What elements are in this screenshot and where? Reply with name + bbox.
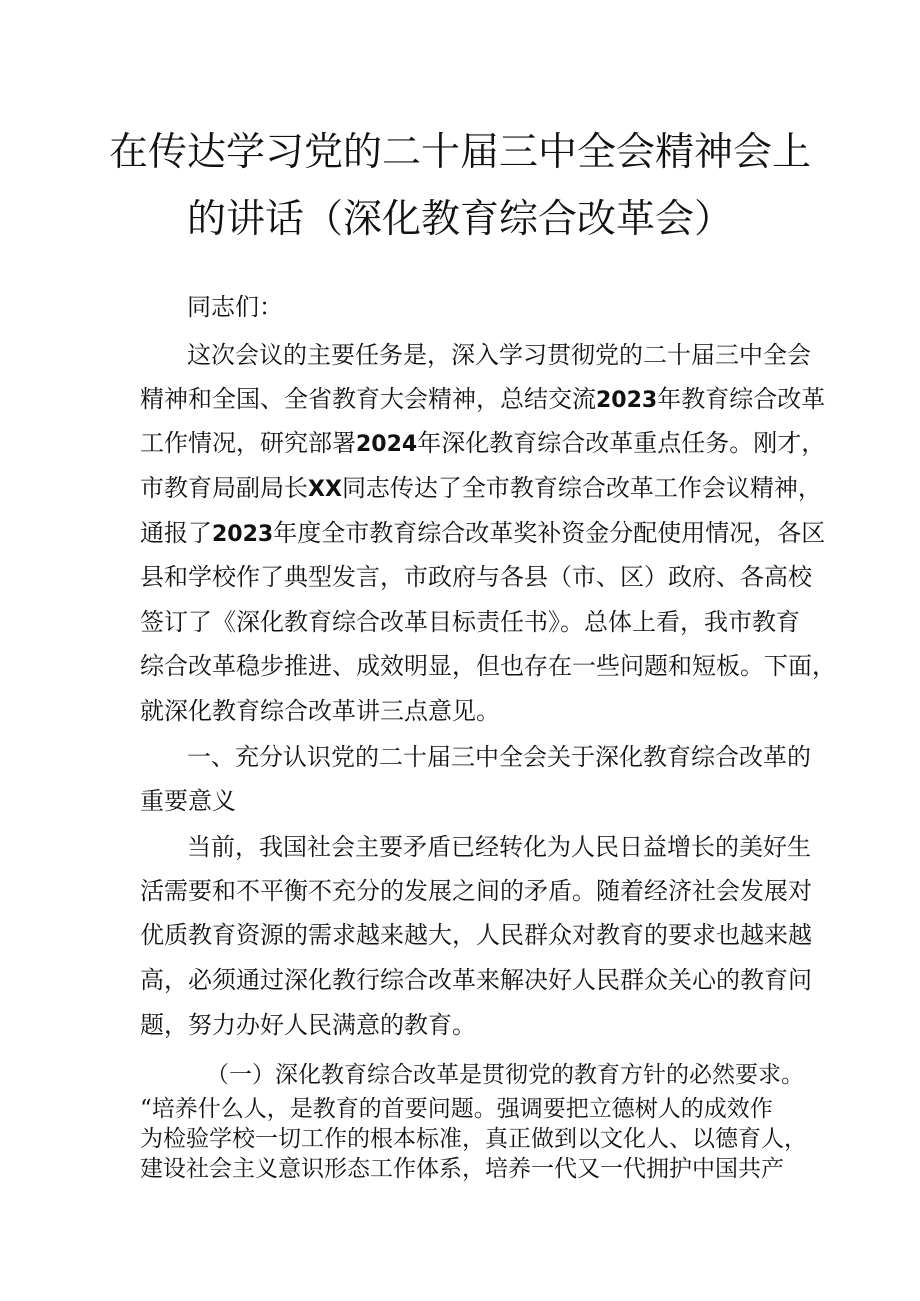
para3-line2: “培养什么人，是教育的首要问题。强调要把立德树人的成效作 <box>140 1096 773 1122</box>
para1-line1: 这次会议的主要任务是，深入学习贯彻党的二十届三中全会 <box>187 341 811 369</box>
document-title-line-2: 的讲话（深化教育综合改革会） <box>186 197 733 242</box>
para3-line1: （一）深化教育综合改革是贯彻党的教育方针的必然要求。 <box>206 1062 804 1088</box>
section-heading-1-line2: 重要意义 <box>140 787 236 815</box>
para1-line3: 工作情况，研究部署2024年深化教育综合改革重点任务。刚才， <box>140 429 826 457</box>
para2-line1: 当前，我国社会主要矛盾已经转化为人民日益增长的美好生 <box>187 833 811 861</box>
para1-line5: 通报了2023年度全市教育综合改革奖补资金分配使用情况，各区 <box>140 519 826 547</box>
para1-line7: 签订了《深化教育综合改革目标责任书》。总体上看，我市教育 <box>140 608 800 636</box>
section-heading-1-line1: 一、充分认识党的二十届三中全会关于深化教育综合改革的 <box>187 743 811 771</box>
para1-line6: 县和学校作了典型发言，市政府与各县（市、区）政府、各高校 <box>140 563 812 591</box>
document-title-line-1: 在传达学习党的二十届三中全会精神会上 <box>108 130 811 175</box>
para1-line9: 就深化教育综合改革讲三点意见。 <box>140 697 500 725</box>
para3-line4: 建设社会主义意识形态工作体系，培养一代又一代拥护中国共产 <box>140 1156 784 1182</box>
para2-line2: 活需要和不平衡不充分的发展之间的矛盾。随着经济社会发展对 <box>140 877 812 905</box>
para2-line4: 高，必须通过深化教行综合改革来解决好人民群众关心的教育问 <box>140 966 812 994</box>
para1-line4: 市教育局副局长XX同志传达了全市教育综合改革工作会议精神， <box>140 474 822 502</box>
para1-line2: 精神和全国、全省教育大会精神，总结交流2023年教育综合改革 <box>140 385 826 413</box>
para3-line3: 为检验学校一切工作的根本标准，真正做到以文化人、以德育人， <box>140 1126 807 1152</box>
para2-line5: 题，努力办好人民满意的教育。 <box>140 1011 476 1039</box>
salutation: 同志们： <box>187 293 283 321</box>
para1-line8: 综合改革稳步推进、成效明显，但也存在一些问题和短板。下面， <box>140 652 836 680</box>
para2-line3: 优质教育资源的需求越来越大，人民群众对教育的要求也越来越 <box>140 921 812 949</box>
